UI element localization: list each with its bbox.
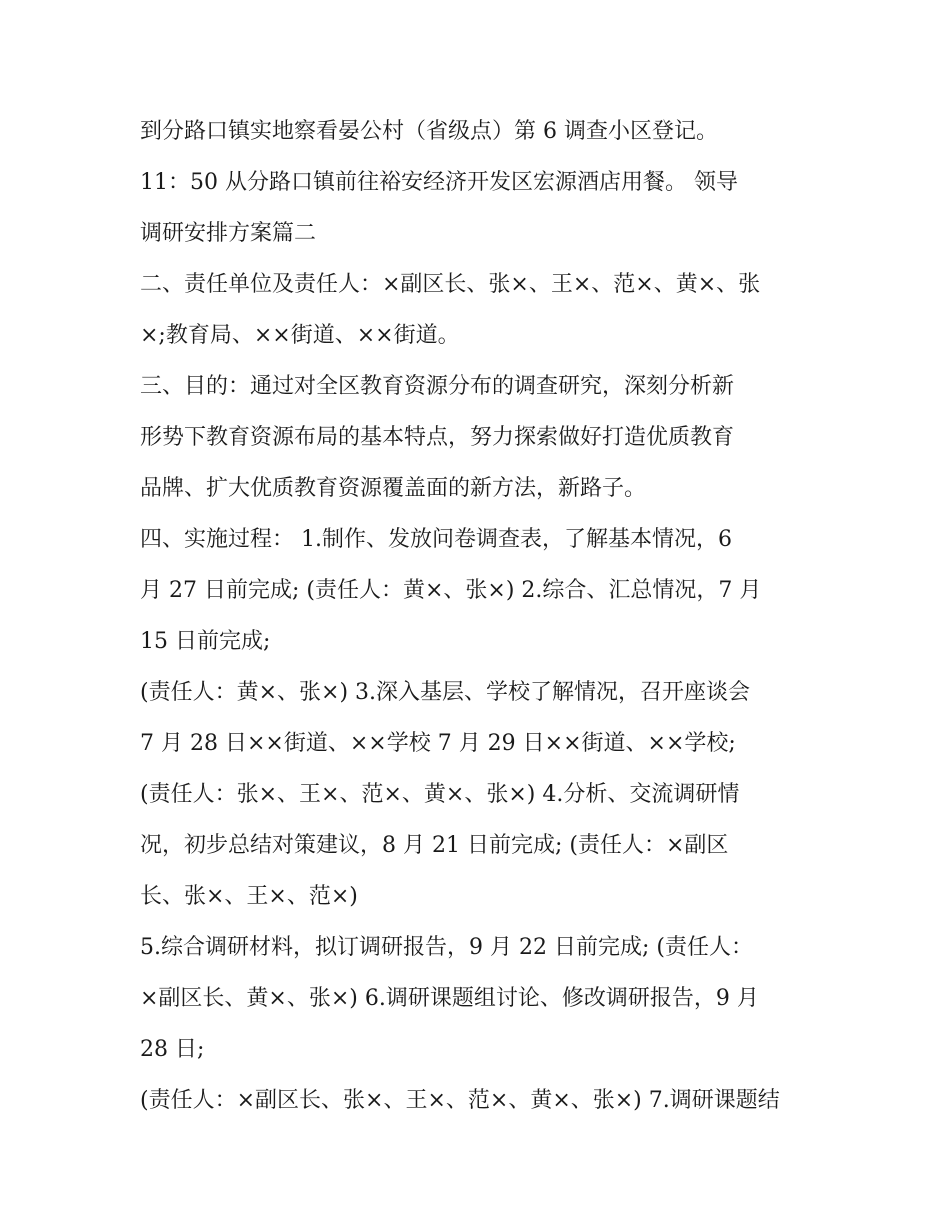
text-line: (责任人：黄×、张×) 3.深入基层、学校了解情况，召开座谈会 bbox=[140, 680, 751, 705]
text-line: 11：50 从分路口镇前往裕安经济开发区宏源酒店用餐。 领导 bbox=[140, 170, 738, 195]
text-line: (责任人：张×、王×、范×、黄×、张×) 4.分析、交流调研情 bbox=[140, 782, 740, 807]
document-body bbox=[140, 106, 820, 1126]
text-line: 四、实施过程： 1.制作、发放问卷调查表，了解基本情况，6 bbox=[140, 527, 732, 552]
text-line: 28 日; bbox=[140, 1037, 205, 1062]
text-line: ×;教育局、××街道、××街道。 bbox=[140, 323, 460, 348]
text-line: 到分路口镇实地察看晏公村（省级点）第 6 调查小区登记。 bbox=[140, 119, 718, 144]
text-line: 15 日前完成; bbox=[140, 629, 271, 654]
text-line: 三、目的：通过对全区教育资源分布的调查研究，深刻分析新 bbox=[140, 374, 735, 399]
text-line: 月 27 日前完成; (责任人：黄×、张×) 2.综合、汇总情况，7 月 bbox=[140, 578, 762, 603]
text-line: 5.综合调研材料，拟订调研报告，9 月 22 日前完成; (责任人： bbox=[140, 935, 753, 960]
text-line: 形势下教育资源布局的基本特点，努力探索做好打造优质教育 bbox=[140, 425, 735, 450]
text-line: 况，初步总结对策建议，8 月 21 日前完成; (责任人：×副区 bbox=[140, 833, 729, 858]
text-line: 调研安排方案篇二 bbox=[140, 221, 317, 246]
text-line: (责任人：×副区长、张×、王×、范×、黄×、张×) 7.调研课题结 bbox=[140, 1088, 780, 1113]
text-line: 二、责任单位及责任人：×副区长、张×、王×、范×、黄×、张 bbox=[140, 272, 761, 297]
text-line: ×副区长、黄×、张×) 6.调研课题组讨论、修改调研报告，9 月 bbox=[140, 986, 759, 1011]
text-line: 品牌、扩大优质教育资源覆盖面的新方法，新路子。 bbox=[140, 476, 647, 501]
text-line: 长、张×、王×、范×) bbox=[140, 884, 358, 909]
text-line: 7 月 28 日××街道、××学校 7 月 29 日××街道、××学校; bbox=[140, 731, 736, 756]
